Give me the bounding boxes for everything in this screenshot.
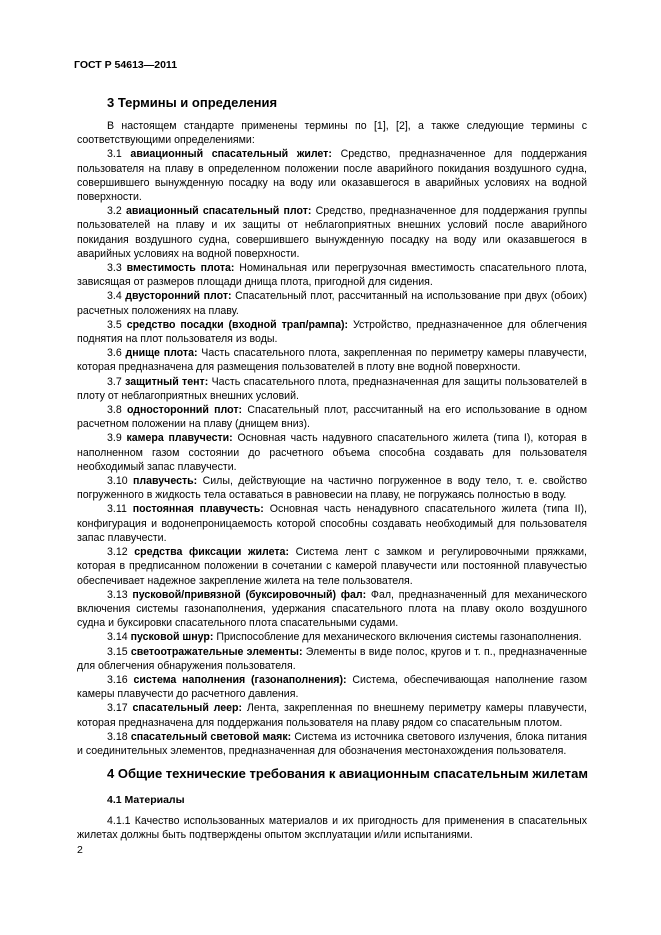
term-text: Лента, закрепленная по внешнему периметру камеры плавучести, которая предназначена для поддержания пользователя на плаву рядом со спасательным плотом.	[77, 702, 587, 729]
section-3-title: 3 Термины и определения	[107, 95, 278, 110]
term-definition	[77, 431, 587, 474]
term-definition	[77, 147, 587, 204]
term-number: 3.18	[107, 730, 128, 743]
subsection-4-1-title: 4.1 Материалы	[107, 794, 185, 806]
term-name: система наполнения (газонаполнения):	[133, 673, 347, 686]
term-definition	[77, 701, 587, 729]
page-number: 2	[77, 844, 83, 856]
term-definition	[77, 588, 587, 631]
term-name: камера плавучести:	[126, 432, 233, 445]
term-definition	[77, 630, 587, 644]
term-definition	[77, 502, 587, 545]
term-name: двусторонний плот:	[125, 290, 232, 303]
term-number: 3.3	[107, 262, 122, 275]
term-text: Приспособление для механического включения системы газонаполнения.	[216, 631, 582, 644]
term-number: 3.17	[107, 702, 128, 715]
term-name: авиационный спасательный плот:	[125, 205, 312, 218]
term-number: 3.4	[107, 290, 122, 303]
term-text: Спасательный плот, рассчитанный на его использование в одном расчетном положении на плаву (днищем вниз).	[77, 404, 587, 431]
term-text: Устройство, предназначенное для облегчения поднятия на плот пользователя из воды.	[77, 318, 587, 346]
term-number: 3.6	[107, 347, 122, 360]
term-number: 3.2	[107, 205, 122, 218]
term-definition	[77, 730, 587, 758]
term-name: пусковой шнур:	[130, 631, 214, 644]
term-definition	[77, 318, 587, 346]
term-number: 3.11	[107, 503, 127, 516]
term-definition	[77, 673, 587, 701]
term-number: 3.5	[107, 318, 122, 331]
term-text: Номинальная или перегрузочная вместимость спасательного плота, зависящая от размеров площади днища плота, пригодной для сидения.	[77, 262, 587, 289]
term-text: Элементы в виде полос, кругов и т. п., предназначенные для облегчения обнаружения пользователя.	[77, 645, 587, 672]
term-text: Спасательный плот, рассчитанный на использование при двух (обоих) расчетных положениях на плаву.	[77, 290, 587, 317]
term-name: спасательный леер:	[132, 702, 243, 715]
term-definition	[77, 289, 587, 317]
term-definition	[77, 474, 587, 502]
term-text: Система лент с замком и регулировочными пряжками, которая в предписанном положении в сочетании с камерой плавучести или постоянной плавучестью обеспечивает надежное закрепление жилета на теле пользователя.	[77, 546, 587, 587]
term-number: 3.12	[107, 546, 128, 559]
term-name: плавучесть:	[133, 475, 198, 488]
term-text: Основная часть надувного спасательного жилета (типа I), которая в наполненном газом состоянии до расчетного объема способна создавать для пользователя необходимый запас плавучести.	[77, 432, 587, 473]
term-text: Средство, предназначенное для поддержания пользователя на плаву в определенном положении после аварийного покидания воздушного судна, совершившего вынужденную посадку на воду или оказавшегося в аварийных условиях на водной поверхности.	[77, 148, 587, 204]
term-name: пусковой/привязной (буксировочный) фал:	[132, 588, 367, 601]
term-text: Часть спасательного плота, предназначенная для защиты пользователей в плоту от неблагоприятных внешних условий.	[77, 375, 587, 402]
term-number: 3.16	[107, 673, 128, 686]
term-text: Система из источника светового излучения, блока питания и соединительных элементов, предназначенная для обозначения местонахождения пользователя.	[77, 730, 587, 757]
term-name: авиационный спасательный жилет:	[130, 148, 332, 161]
term-definition	[77, 545, 587, 588]
section-4-title: 4 Общие технические требования к авиационным спасательным жилетам	[107, 766, 588, 781]
term-definition	[77, 403, 587, 431]
term-number: 3.14	[107, 631, 128, 644]
term-definition	[77, 204, 587, 261]
term-name: средства фиксации жилета:	[134, 546, 289, 559]
term-name: днище плота:	[125, 347, 198, 360]
term-name: односторонний плот:	[126, 404, 243, 417]
term-name: постоянная плавучесть:	[132, 503, 264, 516]
term-number: 3.8	[107, 404, 122, 417]
term-text: Фал, предназначенный для механического включения системы газонаполнения, удержания спасательного плота на плаву около воздушного судна и буксировки спасательного плота спасательными судами.	[77, 588, 587, 630]
term-definition	[77, 645, 587, 673]
term-text: Система, обеспечивающая наполнение газом камеры плавучести до расчетного давления.	[77, 673, 587, 701]
terms-list	[77, 147, 587, 758]
term-text: Силы, действующие на частично погруженное в воду тело, т. е. свойство погруженного в жидкость тела оставаться в равновесии на плаву, не погружаясь полностью в воду.	[77, 475, 587, 502]
section-4-body	[77, 814, 587, 842]
term-text: Основная часть ненадувного спасательного жилета (типа II), конфигурация и водонепроницаемость которой способны создавать необходимый для пользователя запас плавучести.	[77, 503, 587, 544]
term-definition	[77, 261, 587, 289]
term-number: 3.1	[107, 148, 122, 161]
term-text: Средство, предназначенное для поддержания группы пользователей на плаву и их защиты от неблагоприятных внешних условий после аварийного покидания воздушного судна, совершившего вынужденную посадку на воду или оказавшегося в аварийных условиях на водной поверхности.	[77, 205, 587, 260]
term-definition	[77, 375, 587, 403]
term-name: спасательный световой маяк:	[130, 730, 292, 743]
term-number: 3.9	[107, 432, 122, 445]
term-text: Часть спасательного плота, закрепленная по периметру камеры плавучести, которая предназначена для размещения пользователей в плоту вне водной поверхности.	[77, 347, 587, 374]
term-number: 3.13	[107, 588, 128, 601]
document-header: ГОСТ Р 54613—2011	[74, 59, 178, 71]
term-name: светоотражательные элементы:	[130, 645, 303, 658]
section-3-body	[77, 119, 587, 758]
term-number: 3.15	[107, 645, 128, 658]
paragraph-4-1-1: 4.1.1 Качество использованных материалов и их пригодность для применения в спасательных жилетах должны быть подтверждены опытом эксплуатации и/или испытаниями.	[77, 815, 587, 842]
term-name: вместимость плота:	[126, 262, 235, 275]
term-number: 3.7	[107, 375, 122, 388]
term-name: средство посадки (входной трап/рампа):	[126, 318, 349, 331]
term-number: 3.10	[107, 475, 128, 488]
term-definition	[77, 346, 587, 374]
term-name: защитный тент:	[125, 375, 209, 388]
section-3-intro: В настоящем стандарте применены термины по [1], [2], а также следующие термины с соответствующими определениями:	[77, 120, 587, 147]
